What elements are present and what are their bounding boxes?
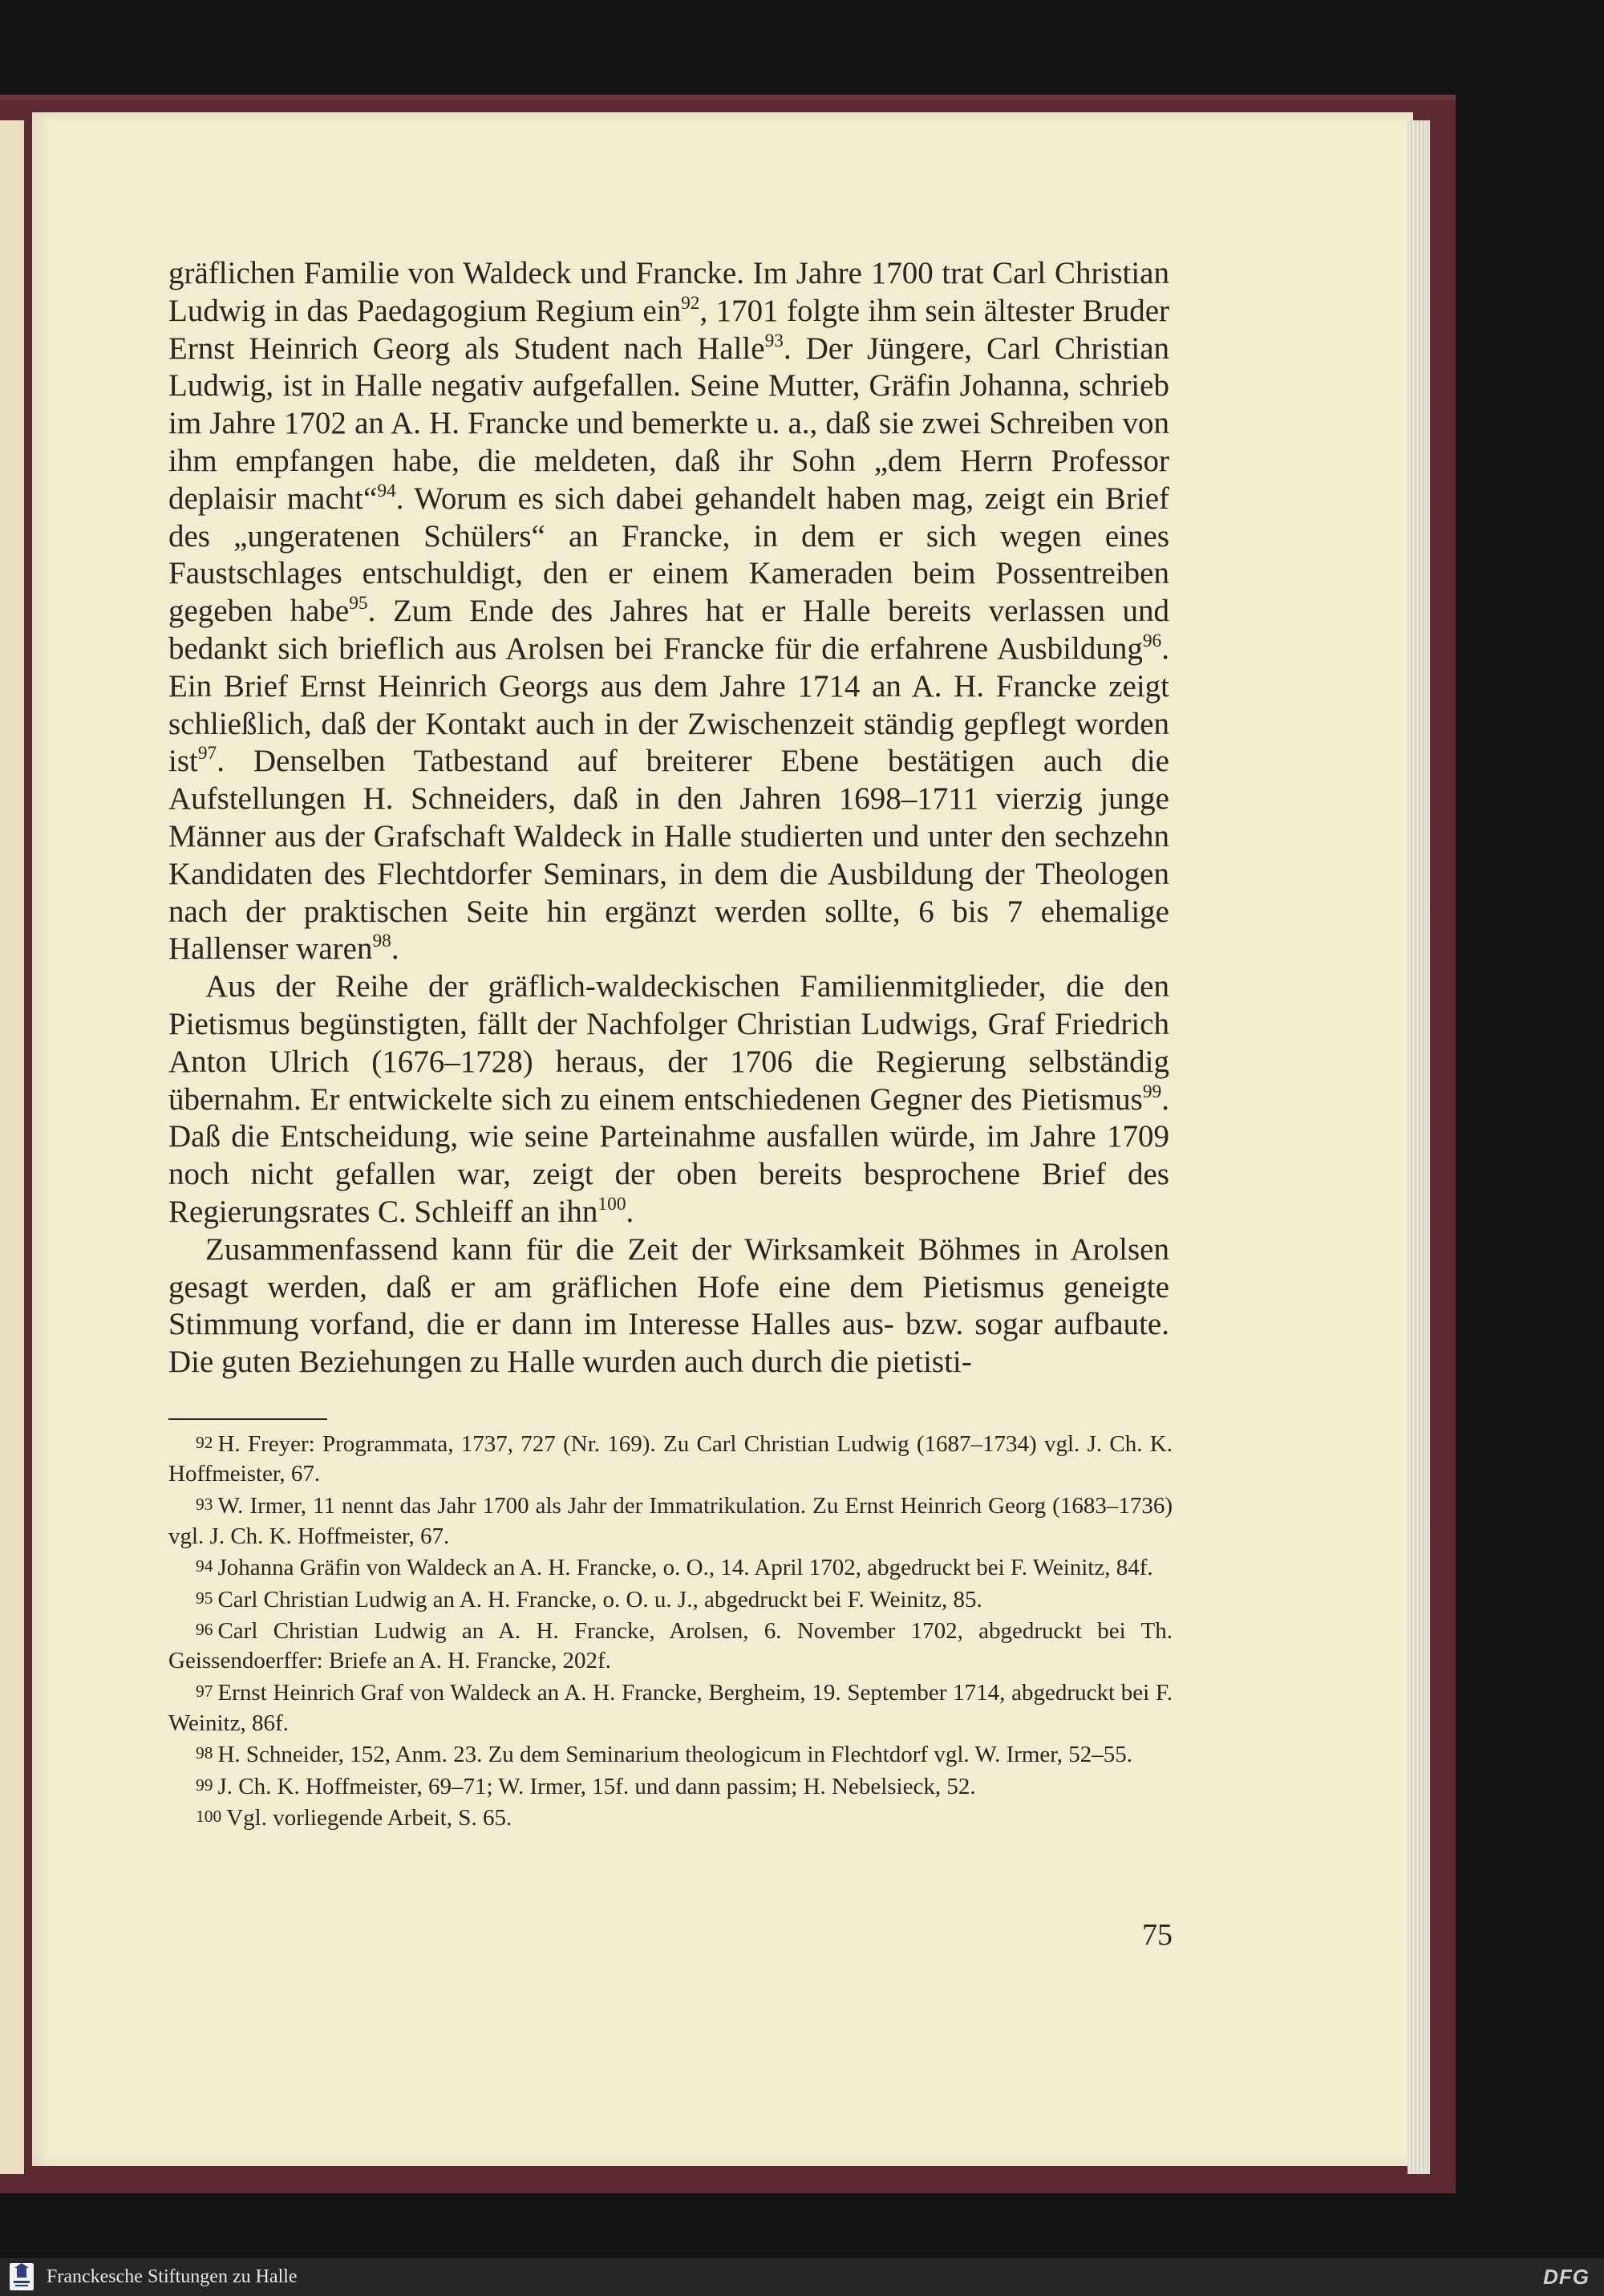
footnote-number: 100 — [196, 1807, 222, 1826]
footer-bar — [0, 2258, 1604, 2296]
paragraph — [168, 968, 1169, 1231]
footnote-reference: 95 — [349, 592, 368, 614]
footnote-number: 92 — [196, 1433, 213, 1452]
text-run: gräflichen Familie von Waldeck und Francke. Im Jahre 1700 trat Carl Christian Ludwig in das Paedagogium Regium ein — [168, 256, 1169, 328]
text-run: . Ein Brief Ernst Heinrich Georgs aus dem Jahre 1714 an A. H. Francke zeigt schließlich, daß der Kontakt auch in der Zwischenzeit ständig gepflegt worden ist — [168, 631, 1169, 779]
footnote-reference: 99 — [1142, 1081, 1162, 1102]
footnotes — [168, 1428, 1173, 1833]
footnote-reference: 94 — [377, 480, 396, 501]
institution-logo-icon — [10, 2263, 34, 2290]
text-run: . Denselben Tatbestand auf breiterer Ebene bestätigen auch die Aufstellungen H. Schneiders, daß in den Jahren 1698–1711 vierzig junge Männer aus der Grafschaft Waldeck in Halle studierten und unter den sechzehn Kandidaten des Flechtdorfer Seminars, in dem die Ausbildung der Theologen nach der praktischen Seite hin ergänzt werden sollte, 6 bis 7 ehemalige Hallenser waren — [168, 744, 1169, 967]
footnote-reference: 96 — [1142, 630, 1162, 651]
footnote-reference: 97 — [197, 743, 217, 765]
footnote-reference: 100 — [597, 1193, 626, 1215]
footnote-reference: 92 — [681, 292, 700, 314]
institution-name: Franckesche Stiftungen zu Halle — [47, 2266, 298, 2287]
footnote-text: Carl Christian Ludwig an A. H. Francke, Arolsen, 6. November 1702, abgedruckt bei Th. Geissendoerffer: Briefe an A. H. Francke, 202f. — [168, 1617, 1173, 1674]
text-run: . Der Jüngere, Carl Christian Ludwig, ist in Halle negativ aufgefallen. Seine Mutter, Gräfin Johanna, schrieb im Jahre 1702 an A. H. Francke und bemerkte u. a., daß sie zwei Schreiben von ihm empfangen habe, die meldeten, daß ihr Sohn „dem Herrn Professor deplaisir macht“ — [168, 331, 1170, 516]
footnote — [168, 1584, 1173, 1615]
text-run: . — [391, 931, 399, 967]
dfg-logo: DFG — [1543, 2265, 1590, 2289]
page-stack-edge — [1408, 120, 1430, 2174]
paragraph — [168, 1231, 1169, 1381]
footnote-number: 98 — [196, 1743, 213, 1763]
footnote — [168, 1771, 1173, 1802]
footnote-number: 95 — [196, 1588, 213, 1608]
paragraph — [168, 255, 1169, 968]
text-run: Zusammenfassend kann für die Zeit der Wirksamkeit Böhmes in Arolsen gesagt werden, daß er am gräflichen Hofe eine dem Pietismus geneigte Stimmung vorfand, die er dann im Interesse Halles aus- bzw. sogar aufbaute. Die guten Beziehungen zu Halle wurden auch durch die pietisti- — [168, 1231, 1169, 1380]
footnote-number: 94 — [196, 1556, 213, 1576]
text-run: . Worum es sich dabei gehandelt haben mag, zeigt ein Brief des „ungeratenen Schülers“ an Francke, in dem er sich wegen eines Faustschlages entschuldigt, den er einem Kameraden beim Possentreiben gegeben habe — [168, 481, 1169, 629]
footnote-text: Carl Christian Ludwig an A. H. Francke, o. O. u. J., abgedruckt bei F. Weinitz, 85. — [217, 1586, 982, 1612]
text-run: . — [626, 1194, 634, 1229]
footnote-reference: 98 — [372, 931, 391, 952]
footnote — [168, 1615, 1173, 1677]
footnote-reference: 93 — [764, 330, 784, 351]
footnote — [168, 1677, 1173, 1738]
footnote-text: Johanna Gräfin von Waldeck an A. H. Francke, o. O., 14. April 1702, abgedruckt bei F. Weinitz, 84f. — [217, 1554, 1153, 1580]
text-run: , 1701 folgte ihm sein ältester Bruder Ernst Heinrich Georg als Student nach Halle — [168, 293, 1169, 366]
footnote-text: Ernst Heinrich Graf von Waldeck an A. H. Francke, Bergheim, 19. September 1714, abgedruckt bei F. Weinitz, 86f. — [168, 1679, 1173, 1736]
text-run: Aus der Reihe der gräflich-waldeckischen Familienmitglieder, die den Pietismus begünstigten, fällt der Nachfolger Christian Ludwigs, Graf Friedrich Anton Ulrich (1676–1728) heraus, der 1706 die Regierung selbständig übernahm. Er entwickelte sich zu einem entschiedenen Gegner des Pietismus — [168, 969, 1169, 1117]
body-text — [168, 255, 1169, 1381]
footnote-separator — [168, 1418, 327, 1420]
footnote — [168, 1552, 1173, 1583]
footnote-number: 93 — [196, 1495, 213, 1515]
footnote — [168, 1802, 1173, 1833]
footnote-number: 97 — [196, 1681, 213, 1702]
footnote — [168, 1738, 1173, 1770]
footnote-number: 96 — [196, 1620, 213, 1639]
footnote-text: H. Schneider, 152, Anm. 23. Zu dem Seminarium theologicum in Flechtdorf vgl. W. Irmer, 52–55. — [217, 1741, 1133, 1767]
text-run: . Zum Ende des Jahres hat er Halle bereits verlassen und bedankt sich brieflich aus Arolsen bei Francke für die erfahrene Ausbildung — [168, 594, 1169, 666]
footnote-text: H. Freyer: Programmata, 1737, 727 (Nr. 169). Zu Carl Christian Ludwig (1687–1734) vgl. J. Ch. K. Hoffmeister, 67. — [168, 1430, 1173, 1487]
left-page-edge — [0, 120, 24, 2174]
footnote-text: W. Irmer, 11 nennt das Jahr 1700 als Jahr der Immatrikulation. Zu Ernst Heinrich Georg (1683–1736) vgl. J. Ch. K. Hoffmeister, 67. — [168, 1492, 1173, 1549]
footnote-text: J. Ch. K. Hoffmeister, 69–71; W. Irmer, 15f. und dann passim; H. Nebelsieck, 52. — [217, 1773, 976, 1799]
footnote-number: 99 — [196, 1775, 213, 1795]
footnote — [168, 1490, 1173, 1552]
page-number: 75 — [1142, 1918, 1173, 1952]
text-run: . Daß die Entscheidung, wie seine Parteinahme ausfallen würde, im Jahre 1709 noch nicht gefallen war, zeigt der oben bereits besprochene Brief des Regierungsrates C. Schleiff an ihn — [168, 1081, 1169, 1229]
footnote — [168, 1428, 1173, 1490]
footnote-text: Vgl. vorliegende Arbeit, S. 65. — [226, 1804, 512, 1831]
